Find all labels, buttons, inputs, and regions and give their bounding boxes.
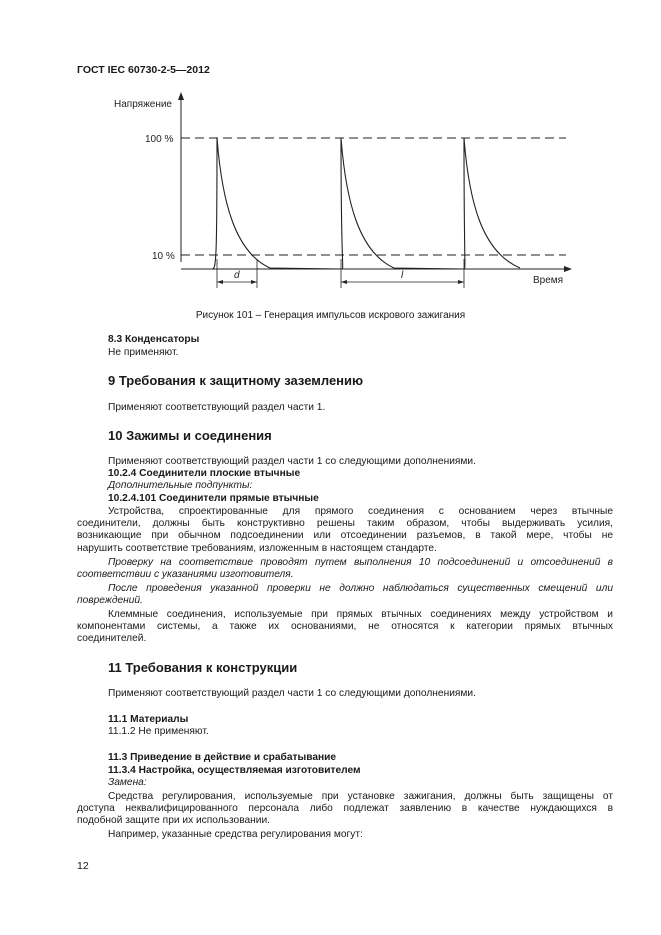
para-11-1-line-1: Средства регулирования, используемые при установке зажигания, должны быть защищены от xyxy=(108,791,613,802)
para-10-1-line-1: Устройства, спроектированные для прямого соединения с основанием через втычные xyxy=(108,506,613,517)
section-11-3-title: 11.3 Приведение в действие и срабатывание xyxy=(108,752,337,763)
para-11-1-line-2: доступа неквалифицированного персонала либо подлежат заявлению в качестве нуждающихся в xyxy=(77,803,613,814)
d-arrow-left xyxy=(217,280,223,284)
section-10-2-4-title: 10.2.4 Соединители плоские втычные xyxy=(108,468,301,479)
section-8-3-text: Не применяют. xyxy=(108,347,179,358)
l-label: l xyxy=(401,270,404,281)
section-10-title: 10 Зажимы и соединения xyxy=(108,428,272,443)
section-11-3-4-title: 11.3.4 Настройка, осуществляемая изготовителем xyxy=(108,765,361,776)
y-axis-label: Напряжение xyxy=(114,99,172,110)
page-number: 12 xyxy=(77,860,89,872)
level-10-label: 10 % xyxy=(152,251,175,262)
para-10-3-line-1: После проведения указанной проверки не должно наблюдаться существенных смещений или xyxy=(108,583,613,594)
document-header: ГОСТ IEC 60730-2-5—2012 xyxy=(77,64,210,76)
section-10-text: Применяют соответствующий раздел части 1 со следующими дополнениями. xyxy=(108,456,476,467)
section-11-title: 11 Требования к конструкции xyxy=(108,660,298,675)
para-11-1-line-3: подобной защите при их использовании. xyxy=(77,815,271,826)
l-arrow-right xyxy=(458,280,464,284)
y-axis-arrow xyxy=(178,92,184,100)
l-arrow-left xyxy=(341,280,347,284)
section-9-text: Применяют соответствующий раздел части 1. xyxy=(108,402,326,413)
para-10-3-line-2: повреждений. xyxy=(77,595,143,606)
pulse-1 xyxy=(181,138,342,269)
para-10-2-line-2: соответствии с указаниями изготовителя. xyxy=(77,569,294,580)
section-10-2-4-101-title: 10.2.4.101 Соединители прямые втычные xyxy=(108,493,319,504)
para-11-2: Например, указанные средства регулирования могут: xyxy=(108,829,363,840)
pulse-2 xyxy=(341,138,464,269)
para-10-4-line-2: компонентами системы, а также их основаниями, не относятся к категории прямых втычных xyxy=(77,621,613,632)
pulse-3 xyxy=(464,138,520,269)
d-arrow-right xyxy=(251,280,257,284)
section-8-3-title: 8.3 Конденсаторы xyxy=(108,334,200,345)
para-10-1-line-3: возникающие при обычном подсоединении или отсоединении разъемов, в такой мере, чтобы не xyxy=(77,530,613,541)
d-label: d xyxy=(234,270,240,281)
para-10-4-line-3: соединителей. xyxy=(77,633,147,644)
section-11-text: Применяют соответствующий раздел части 1 со следующими дополнениями. xyxy=(108,688,476,699)
section-11-1-title: 11.1 Материалы xyxy=(108,714,189,725)
para-10-4-line-1: Клеммные соединения, используемые при прямых втычных соединениях между устройством и xyxy=(108,609,613,620)
para-10-2-line-1: Проверку на соответствие проводят путем выполнения 10 подсоединений и отсоединений в xyxy=(108,557,613,568)
x-axis-arrow xyxy=(564,266,572,272)
section-10-2-4-note: Дополнительные подпункты: xyxy=(108,480,253,491)
zamena-label: Замена: xyxy=(108,777,147,788)
pulse-diagram xyxy=(100,92,590,292)
section-9-title: 9 Требования к защитному заземлению xyxy=(108,373,364,388)
para-10-1-line-2: соединители, должны быть конструктивно решены таким образом, чтобы выдерживать усилия, xyxy=(77,518,613,529)
para-10-1-line-4: нарушить соответствие требованиям, изложенным в настоящем стандарте. xyxy=(77,543,437,554)
figure-caption: Рисунок 101 – Генерация импульсов искрового зажигания xyxy=(195,310,466,321)
level-100-label: 100 % xyxy=(145,134,174,145)
section-11-1-text: 11.1.2 Не применяют. xyxy=(108,726,209,737)
x-axis-label: Время xyxy=(533,275,564,286)
